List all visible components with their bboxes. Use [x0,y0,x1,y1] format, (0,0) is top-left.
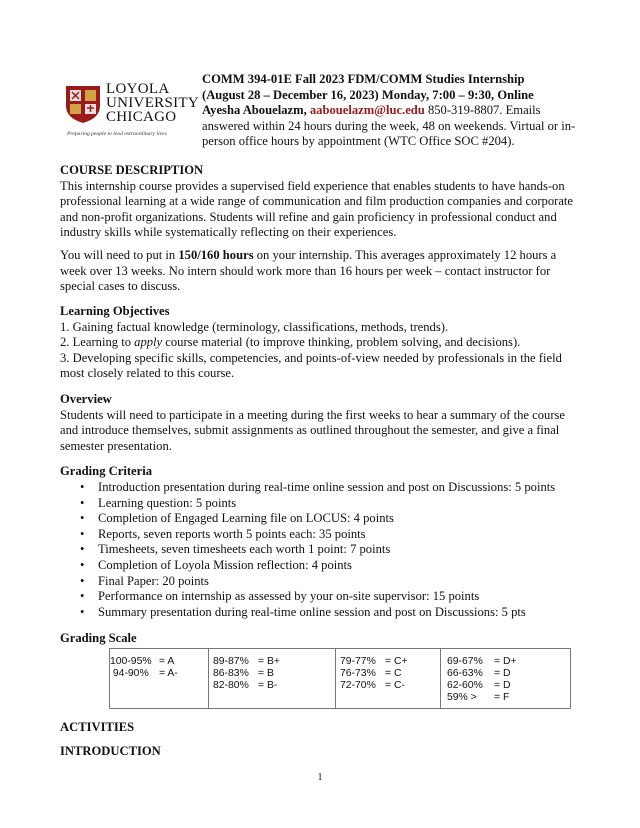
response-time-line: answered within 24 hours during the week, 48 on weekends. Virtual or in- [202,118,576,133]
grade-range: 100-95% [110,656,152,667]
activities-heading: ACTIVITIES [60,720,135,734]
criteria-item [80,574,580,590]
bullet-icon: • [80,573,85,588]
bullet-icon: • [80,557,85,572]
criteria-text: Performance on internship as assessed by your on-site supervisor: 15 points [98,589,480,604]
objective-2-pre: 2. Learning to [60,335,135,350]
criteria-item [80,511,580,527]
bullet-icon: • [80,495,85,510]
bullet-icon: • [80,542,85,557]
page-number: 1 [317,772,323,783]
grade-letter: = D [494,668,511,679]
bullet-icon: • [80,526,85,541]
grade-row [213,668,335,680]
grade-letter: = D+ [494,656,517,667]
criteria-item [80,480,580,496]
grading-scale-table [109,648,571,709]
grade-range: 79-77% [340,656,376,667]
grade-range: 66-63% [447,668,483,679]
criteria-text: Completion of Loyola Mission reflection: 4 points [98,557,352,572]
hours-text-post: on your internship. This averages approximately 12 hours a week over 13 weeks. No intern should work more than 16 hours per week – contact instructor for special cases to discuss. [60,247,557,294]
instructor-contact [202,103,582,119]
grade-row [447,680,570,692]
grade-range: 86-83% [213,668,249,679]
criteria-item [80,558,580,574]
grade-row [340,668,440,680]
course-title: COMM 394-01E Fall 2023 FDM/COMM Studies Internship [202,72,525,86]
instructor-name: Ayesha Abouelazm, [202,103,310,118]
criteria-item [80,605,580,621]
grade-range: 59% > [447,692,477,703]
grade-row [447,692,570,704]
grade-letter: = B [258,668,274,679]
learning-objectives-section [60,304,580,382]
grade-range: 89-87% [213,656,249,667]
grade-range: 82-80% [213,680,249,691]
bullet-icon: • [80,604,85,619]
criteria-text: Introduction presentation during real-time online session and post on Discussions: 5 points [98,480,556,494]
logo-word-loyola: LOYOLA [106,81,170,97]
grading-scale-section [60,631,580,647]
bullet-icon: • [80,511,85,526]
grade-row [340,680,440,692]
grading-criteria-heading: Grading Criteria [60,464,152,478]
criteria-item [80,496,580,512]
instructor-email-link[interactable]: aabouelazm@luc.edu [309,103,425,118]
grade-range: 69-67% [447,656,483,667]
criteria-item [80,542,580,558]
grade-letter: = C- [385,680,405,691]
office-hours-line: person office hours by appointment (WTC Office SOC #204). [202,134,515,149]
loyola-crest-icon [64,84,102,124]
logo-tagline: Preparing people to lead extraordinary lives [67,131,167,137]
grade-letter: = C+ [385,656,408,667]
objective-1: 1. Gaining factual knowledge (terminology, classifications, methods, trends). [60,319,449,334]
course-schedule: (August 28 – December 16, 2023) Monday, 7:00 – 9:30, Online [202,87,534,102]
bullet-icon: • [80,589,85,604]
grading-scale-heading: Grading Scale [60,631,137,645]
grade-letter: = A- [159,668,178,679]
grade-letter: = D [494,680,511,691]
overview-heading: Overview [60,392,112,406]
course-header [202,72,582,150]
instructor-phone: 850-319-8807. Emails [424,103,541,118]
criteria-text: Reports, seven reports worth 5 points each: 35 points [98,526,366,541]
criteria-text: Completion of Engaged Learning file on LOCUS: 4 points [98,511,394,526]
grade-row [213,680,335,692]
grade-range: 94-90% [110,668,149,679]
overview-text: Students will need to participate in a meeting during the first weeks to hear a summary of the course and introduce themselves, submit assignments as outlined throughout the semester, and give a final semester presentation. [60,407,566,453]
grading-criteria-section [60,464,580,480]
grade-row [213,656,335,668]
logo-word-chicago: CHICAGO [106,109,177,125]
objective-2 [60,335,580,351]
criteria-text: Timesheets, seven timesheets each worth 1 point: 7 points [98,542,391,557]
grade-row [340,656,440,668]
bullet-icon: • [80,480,85,494]
grade-letter: = A [159,656,175,667]
grade-range: 72-70% [340,680,376,691]
introduction-heading: INTRODUCTION [60,744,161,758]
objective-2-post: course material (to improve thinking, problem solving, and decisions). [162,335,521,350]
loyola-logo [64,81,199,138]
objective-3: 3. Developing specific skills, competencies, and points-of-view needed by professionals in the field most closely related to this course. [60,350,562,381]
overview-section [60,392,580,454]
criteria-text: Learning question: 5 points [98,495,237,510]
logo-word-university: UNIVERSITY [106,95,199,111]
grade-letter: = B+ [258,656,280,667]
grade-row [447,656,570,668]
grade-letter: = F [494,692,510,703]
course-description-heading: COURSE DESCRIPTION [60,163,204,177]
course-description-text: This internship course provides a supervised field experience that enables students to have hands-on professional learning at a wide range of communication and film production companies and corporate and non-profit organizations. Students will refine and gain proficiency in professional conduct and industry skills while systematically reflecting on their experiences. [60,178,574,240]
scale-column-b [209,649,336,709]
grade-row [447,668,570,680]
grade-letter: = B- [258,680,278,691]
hours-text-bold: 150/160 hours [178,247,254,262]
criteria-item [80,527,580,543]
scale-column-d [441,649,571,709]
criteria-text: Summary presentation during real-time online session and post on Discussions: 5 pts [98,604,526,619]
learning-objectives-heading: Learning Objectives [60,304,170,318]
criteria-item [80,589,580,605]
scale-column-c [336,649,441,709]
course-description-section [60,163,580,295]
hours-text-pre: You will need to put in [60,247,179,262]
scale-column-a [110,649,209,709]
grade-letter: = C [385,668,402,679]
grade-row [110,656,208,668]
grade-row [110,668,208,680]
objective-2-emphasis: apply [134,335,163,350]
grade-range: 62-60% [447,680,483,691]
hours-requirement-text [60,248,580,295]
criteria-text: Final Paper: 20 points [98,573,209,588]
grading-criteria-list [80,480,580,620]
grade-range: 76-73% [340,668,376,679]
